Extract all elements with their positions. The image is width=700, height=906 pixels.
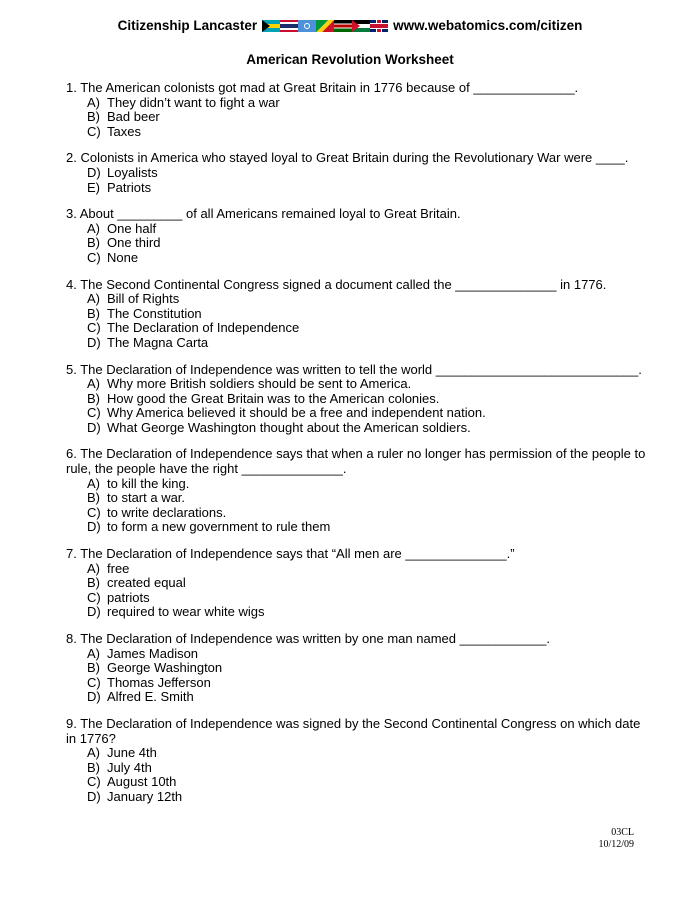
option-text: One third xyxy=(107,235,161,251)
option-text: None xyxy=(107,249,139,265)
option-letter: E) xyxy=(87,179,100,195)
question-text: 3. About _________ of all Americans remained loyal to Great Britain. xyxy=(66,206,461,222)
question-8 xyxy=(66,632,646,705)
option-letter: D) xyxy=(87,164,101,180)
option-text: The Constitution xyxy=(107,305,202,321)
option-text: George Washington xyxy=(107,660,223,676)
option-letter: A) xyxy=(87,376,100,392)
thailand-flag-icon xyxy=(280,20,298,32)
answer-option xyxy=(66,520,646,535)
option-text: Why more British soldiers should be sent to America. xyxy=(107,376,412,392)
option-letter: D) xyxy=(87,604,101,620)
option-text: The Magna Carta xyxy=(107,334,209,350)
option-letter: A) xyxy=(87,291,100,307)
option-letter: C) xyxy=(87,249,101,265)
question-text: 1. The American colonists got mad at Great Britain in 1776 because of ______________. xyxy=(66,80,579,95)
option-letter: B) xyxy=(87,109,100,125)
question-text: 4. The Second Continental Congress signed a document called the ______________ in 1776. xyxy=(66,276,607,292)
option-list xyxy=(66,96,646,140)
question-text: 6. The Declaration of Independence says that when a ruler no longer has permission of the people to rule, the people have the right ______________. xyxy=(66,446,646,477)
option-text: free xyxy=(107,560,130,576)
option-text: August 10th xyxy=(107,774,177,790)
option-letter: C) xyxy=(87,504,101,520)
question-4 xyxy=(66,278,646,351)
answer-option xyxy=(66,110,646,125)
option-letter: C) xyxy=(87,589,101,605)
option-text: to write declarations. xyxy=(107,504,227,520)
option-letter: C) xyxy=(87,774,101,790)
option-text: Bad beer xyxy=(107,109,160,125)
answer-option xyxy=(66,562,646,577)
option-list xyxy=(66,746,646,804)
option-letter: C) xyxy=(87,405,101,421)
question-text: 5. The Declaration of Independence was written to tell the world ____________________________. xyxy=(66,361,642,377)
flag-strip xyxy=(262,20,388,32)
question-text: 8. The Declaration of Independence was written by one man named ____________. xyxy=(66,631,550,646)
question-9 xyxy=(66,717,646,805)
answer-option xyxy=(66,746,646,761)
option-list xyxy=(66,647,646,705)
answer-option xyxy=(66,96,646,111)
answer-option xyxy=(66,377,646,392)
un-flag-icon xyxy=(298,20,316,32)
option-list xyxy=(66,562,646,620)
answer-option xyxy=(66,491,646,506)
answer-option xyxy=(66,775,646,790)
answer-option xyxy=(66,676,646,691)
option-letter: D) xyxy=(87,519,101,535)
option-letter: B) xyxy=(87,575,100,591)
option-text: Patriots xyxy=(107,179,152,195)
option-letter: A) xyxy=(87,94,100,110)
option-letter: B) xyxy=(87,490,100,506)
option-list xyxy=(66,477,646,535)
answer-option xyxy=(66,307,646,322)
answer-option xyxy=(66,222,646,237)
option-letter: B) xyxy=(87,235,100,251)
palestine-flag-icon xyxy=(352,20,370,32)
option-text: Why America believed it should be a free and independent nation. xyxy=(107,405,486,421)
option-letter: B) xyxy=(87,759,100,775)
answer-option xyxy=(66,421,646,436)
option-letter: D) xyxy=(87,334,101,350)
site-name: Citizenship Lancaster xyxy=(117,18,258,33)
option-text: July 4th xyxy=(107,759,152,775)
option-letter: D) xyxy=(87,419,101,435)
option-text: Thomas Jefferson xyxy=(107,674,211,690)
option-letter: A) xyxy=(87,645,100,661)
option-letter: C) xyxy=(87,320,101,336)
option-letter: C) xyxy=(87,123,101,139)
option-letter: A) xyxy=(87,475,100,491)
question-text: 9. The Declaration of Independence was signed by the Second Continental Congress on which date in 1776? xyxy=(66,715,641,746)
option-list xyxy=(66,222,646,266)
option-letter: A) xyxy=(87,220,100,236)
question-3 xyxy=(66,207,646,265)
option-list xyxy=(66,166,646,195)
option-text: to start a war. xyxy=(107,490,186,506)
answer-option xyxy=(66,406,646,421)
option-letter: A) xyxy=(87,560,100,576)
option-list xyxy=(66,292,646,350)
answer-option xyxy=(66,292,646,307)
answer-option xyxy=(66,236,646,251)
option-letter: C) xyxy=(87,674,101,690)
answer-option xyxy=(66,251,646,266)
question-2 xyxy=(66,151,646,195)
site-url: www.webatomics.com/citizen xyxy=(393,18,583,33)
answer-option xyxy=(66,790,646,805)
question-6 xyxy=(66,447,646,535)
option-text: created equal xyxy=(107,575,186,591)
option-text: Bill of Rights xyxy=(107,291,180,307)
answer-option xyxy=(66,336,646,351)
question-1 xyxy=(66,81,646,139)
answer-option xyxy=(66,477,646,492)
answer-option xyxy=(66,321,646,336)
answer-option xyxy=(66,647,646,662)
answer-option xyxy=(66,661,646,676)
option-text: required to wear white wigs xyxy=(107,604,265,620)
uk-flag-icon xyxy=(370,20,388,32)
option-text: patriots xyxy=(107,589,150,605)
footer xyxy=(598,827,634,851)
answer-option xyxy=(66,576,646,591)
option-text: James Madison xyxy=(107,645,199,661)
option-text: They didn’t want to fight a war xyxy=(107,94,280,110)
question-list xyxy=(66,81,646,805)
option-text: to kill the king. xyxy=(107,475,190,491)
footer-date: 10/12/09 xyxy=(598,839,634,850)
bahamas-flag-icon xyxy=(262,20,280,32)
answer-option xyxy=(66,506,646,521)
option-letter: A) xyxy=(87,745,100,761)
option-text: Loyalists xyxy=(107,164,158,180)
answer-option xyxy=(66,166,646,181)
answer-option xyxy=(66,761,646,776)
option-text: The Declaration of Independence xyxy=(107,320,300,336)
answer-option xyxy=(66,690,646,705)
answer-option xyxy=(66,591,646,606)
option-letter: B) xyxy=(87,390,100,406)
option-list xyxy=(66,377,646,435)
option-text: Taxes xyxy=(107,123,141,139)
option-letter: B) xyxy=(87,305,100,321)
option-text: Alfred E. Smith xyxy=(107,689,194,705)
answer-option xyxy=(66,605,646,620)
kenya-flag-icon xyxy=(334,20,352,32)
footer-code: 03CL xyxy=(611,827,634,838)
option-text: One half xyxy=(107,220,157,236)
option-letter: B) xyxy=(87,660,100,676)
page-header xyxy=(0,18,700,33)
question-text: 7. The Declaration of Independence says that “All men are ______________.” xyxy=(66,546,515,562)
option-text: What George Washington thought about the American soldiers. xyxy=(107,419,471,435)
answer-option xyxy=(66,125,646,140)
option-letter: D) xyxy=(87,689,101,705)
question-7 xyxy=(66,547,646,620)
answer-option xyxy=(66,181,646,196)
question-text: 2. Colonists in America who stayed loyal to Great Britain during the Revolutionary War were ____. xyxy=(66,150,629,166)
option-text: to form a new government to rule them xyxy=(107,519,331,535)
worksheet-title: American Revolution Worksheet xyxy=(246,52,454,67)
option-text: How good the Great Britain was to the American colonies. xyxy=(107,390,440,406)
option-letter: D) xyxy=(87,788,101,804)
option-text: January 12th xyxy=(107,788,183,804)
question-5 xyxy=(66,363,646,436)
option-text: June 4th xyxy=(107,745,157,761)
answer-option xyxy=(66,392,646,407)
diagonal-flag-icon xyxy=(316,20,334,32)
